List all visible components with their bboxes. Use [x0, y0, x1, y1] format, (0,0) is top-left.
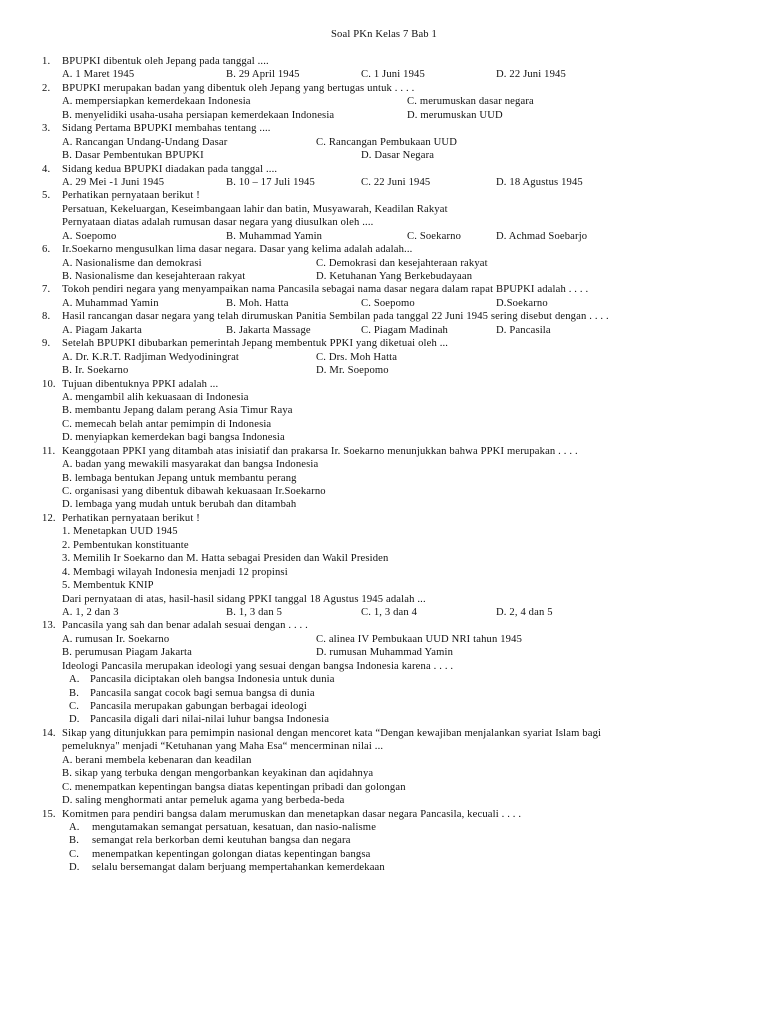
question-text: Tujuan dibentuknya PPKI adalah ...: [62, 378, 219, 390]
options-row: [40, 176, 740, 189]
line-text: 5. Membentuk KNIP: [62, 580, 154, 592]
question-line: [40, 808, 740, 821]
question-number: 2.: [42, 82, 51, 94]
option-letter: A.: [69, 821, 80, 833]
line-text: C. organisasi yang dibentuk dibawah kekuasaan Ir.Soekarno: [62, 486, 326, 497]
answer-option: C. Piagam Madinah: [361, 324, 448, 336]
option-letter: C.: [69, 701, 80, 712]
options-row: [40, 230, 740, 243]
question-text: BPUPKI dibentuk oleh Jepang pada tanggal ....: [62, 56, 269, 67]
answer-option: A. 1 Maret 1945: [62, 69, 135, 81]
answer-option: A. rumusan Ir. Soekarno: [62, 633, 170, 645]
options-row: [40, 364, 740, 377]
text-line: [40, 472, 740, 485]
option-text: Pancasila digali dari nilai-nilai luhur bangsa Indonesia: [90, 714, 330, 726]
line-text: D. lembaga yang mudah untuk berubah dan ditambah: [62, 499, 297, 511]
answer-option: B. Nasionalisme dan kesejahteraan rakyat: [62, 271, 246, 282]
answer-option: D. merumuskan UUD: [407, 109, 503, 121]
text-line: [40, 660, 740, 673]
text-line: [40, 431, 740, 444]
answer-option-row: [40, 821, 740, 834]
question-number: 15.: [42, 808, 56, 820]
answer-option-row: [40, 713, 740, 726]
options-row: [40, 68, 740, 81]
line-text: A. berani membela kebenaran dan keadilan: [62, 754, 252, 766]
text-line: [40, 781, 740, 794]
question-number: 12.: [42, 512, 56, 524]
question-text: Sikap yang ditunjukkan para pemimpin nasional dengan mencoret kata “Dengan kewajiban menjalankan syariat Islam bagi: [62, 727, 602, 739]
question-line: [40, 55, 740, 68]
text-line: [40, 539, 740, 552]
question-number: 13.: [42, 620, 56, 632]
question-text: Pancasila yang sah dan benar adalah sesuai dengan . . . .: [62, 620, 308, 632]
answer-option: B. Dasar Pembentukan BPUPKI: [62, 150, 204, 162]
question-line: [40, 619, 740, 632]
line-text: C. memecah belah antar pemimpin di Indonesia: [62, 418, 272, 430]
line-text: B. membantu Jepang dalam perang Asia Timur Raya: [62, 405, 293, 417]
option-letter: D.: [69, 714, 80, 726]
option-letter: C.: [69, 848, 80, 860]
answer-option: C. Soepomo: [361, 297, 415, 309]
answer-option: D.Soekarno: [496, 297, 548, 309]
answer-option-row: [40, 834, 740, 847]
options-row: [40, 257, 740, 270]
option-text: Pancasila diciptakan oleh bangsa Indonesia untuk dunia: [90, 674, 335, 686]
answer-option: B. Jakarta Massage: [226, 324, 311, 336]
answer-option-row: [40, 687, 740, 700]
answer-option-row: [40, 700, 740, 713]
line-text: 3. Memilih Ir Soekarno dan M. Hatta sebagai Presiden dan Wakil Presiden: [62, 553, 389, 565]
line-text: B. sikap yang terbuka dengan mengorbankan keyakinan dan aqidahnya: [62, 768, 374, 780]
answer-option: B. Muhammad Yamin: [226, 230, 323, 242]
option-text: selalu bersemangat dalam berjuang mempertahankan kemerdekaan: [92, 862, 385, 874]
line-text: Pernyataan diatas adalah rumusan dasar negara yang diusulkan oleh ....: [62, 217, 374, 229]
answer-option: D. 22 Juni 1945: [496, 69, 566, 81]
options-row: [40, 633, 740, 646]
question-text: Ir.Soekarno mengusulkan lima dasar negara. Dasar yang kelima adalah adalah...: [62, 244, 413, 256]
text-line: [40, 203, 740, 216]
question-number: 11.: [42, 445, 56, 457]
line-text: pemeluknya" menjadi “Ketuhanan yang Maha Esa“ mencerminan nilai ...: [62, 741, 384, 753]
answer-option: C. 1, 3 dan 4: [361, 606, 418, 618]
options-row: [40, 95, 740, 108]
answer-option: A. 1, 2 dan 3: [62, 606, 119, 618]
question-number: 9.: [42, 338, 51, 350]
answer-option: A. 29 Mei -1 Juni 1945: [62, 176, 165, 188]
option-text: Pancasila sangat cocok bagi semua bangsa di dunia: [90, 687, 315, 699]
answer-option: A. Piagam Jakarta: [62, 324, 142, 336]
question-number: 7.: [42, 284, 51, 296]
text-line: [40, 485, 740, 498]
question-number: 14.: [42, 727, 56, 739]
line-text: D. saling menghormati antar pemeluk agama yang berbeda-beda: [62, 795, 345, 807]
text-line: [40, 458, 740, 471]
text-line: [40, 404, 740, 417]
answer-option: C. Rancangan Pembukaan UUD: [316, 136, 457, 148]
answer-option: B. menyelidiki usaha-usaha persiapan kemerdekaan Indonesia: [62, 109, 335, 121]
text-line: [40, 391, 740, 404]
options-row: [40, 351, 740, 364]
question-text: Hasil rancangan dasar negara yang telah dirumuskan Panitia Sembilan pada tanggal 22 Juni 1945 sering disebut dengan . . . .: [62, 311, 609, 323]
answer-option: C. 22 Juni 1945: [361, 176, 431, 188]
answer-option: B. Ir. Soekarno: [62, 365, 129, 377]
answer-option: A. Nasionalisme dan demokrasi: [62, 257, 202, 269]
question-line: [40, 163, 740, 176]
question-line: [40, 82, 740, 95]
question-text: Perhatikan pernyataan berikut !: [62, 512, 200, 524]
options-row: [40, 324, 740, 337]
answer-option-row: [40, 861, 740, 874]
option-text: menempatkan kepentingan golongan diatas kepentingan bangsa: [92, 848, 371, 860]
line-text: 1. Menetapkan UUD 1945: [62, 526, 178, 538]
question-line: [40, 189, 740, 202]
answer-option: C. Demokrasi dan kesejahteraan rakyat: [316, 257, 488, 269]
option-text: Pancasila merupakan gabungan berbagai ideologi: [90, 701, 307, 712]
text-line: [40, 794, 740, 807]
question-line: [40, 445, 740, 458]
question-text: Perhatikan pernyataan berikut !: [62, 190, 200, 202]
line-text: B. lembaga bentukan Jepang untuk membantu perang: [62, 472, 297, 484]
options-row: [40, 297, 740, 310]
answer-option: A. Soepomo: [62, 230, 117, 242]
options-row: [40, 109, 740, 122]
answer-option: D. Dasar Negara: [361, 150, 435, 162]
option-letter: B.: [69, 835, 80, 847]
option-text: mengutamakan semangat persatuan, kesatuan, dan nasio-nalisme: [92, 821, 377, 833]
answer-option: D. Mr. Soepomo: [316, 365, 389, 377]
line-text: C. menempatkan kepentingan bangsa diatas kepentingan pribadi dan golongan: [62, 781, 406, 793]
line-text: Dari pernyataan di atas, hasil-hasil sidang PPKI tanggal 18 Agustus 1945 adalah ...: [62, 593, 426, 605]
line-text: A. mengambil alih kekuasaan di Indonesia: [62, 391, 249, 403]
answer-option: D. Pancasila: [496, 324, 551, 336]
line-text: Ideologi Pancasila merupakan ideologi yang sesuai dengan bangsa Indonesia karena . . . .: [62, 660, 454, 672]
answer-option: A. Muhammad Yamin: [62, 297, 159, 309]
question-line: [40, 283, 740, 296]
question-line: [40, 310, 740, 323]
question-number: 6.: [42, 244, 51, 256]
options-row: [40, 646, 740, 659]
option-letter: A.: [69, 674, 80, 686]
answer-option: D. Ketuhanan Yang Berkebudayaan: [316, 271, 473, 282]
answer-option: D. 18 Agustus 1945: [496, 176, 583, 188]
question-text: Komitmen para pendiri bangsa dalam merumuskan dan menetapkan dasar negara Pancasila, kecuali . . . .: [62, 808, 522, 820]
answer-option: C. Soekarno: [407, 230, 462, 242]
text-line: [40, 593, 740, 606]
answer-option: A. Dr. K.R.T. Radjiman Wedyodiningrat: [62, 351, 240, 363]
question-line: [40, 378, 740, 391]
option-text: semangat rela berkorban demi keutuhan bangsa dan negara: [92, 835, 351, 847]
text-line: [40, 552, 740, 565]
question-text: Sidang Pertama BPUPKI membahas tentang ....: [62, 123, 271, 135]
answer-option: C. 1 Juni 1945: [361, 69, 425, 81]
text-line: [40, 579, 740, 592]
question-number: 8.: [42, 311, 51, 323]
text-line: [40, 525, 740, 538]
option-letter: B.: [69, 687, 80, 699]
options-row: [40, 270, 740, 283]
text-line: [40, 418, 740, 431]
text-line: [40, 216, 740, 229]
question-number: 10.: [42, 378, 56, 390]
question-number: 3.: [42, 123, 51, 135]
question-line: [40, 243, 740, 256]
text-line: [40, 566, 740, 579]
answer-option: B. 29 April 1945: [226, 69, 300, 81]
line-text: 2. Pembentukan konstituante: [62, 539, 189, 551]
question-text: Sidang kedua BPUPKI diadakan pada tanggal ....: [62, 163, 278, 175]
question-list: [40, 55, 740, 875]
question-number: 5.: [42, 190, 51, 202]
page-title: Soal PKn Kelas 7 Bab 1: [331, 29, 437, 40]
question-text: Tokoh pendiri negara yang menyampaikan nama Pancasila sebagai nama dasar negara dalam rapat BPUPKI adalah . . . .: [62, 284, 589, 296]
text-line: [40, 767, 740, 780]
question-number: 4.: [42, 163, 51, 175]
line-text: Persatuan, Kekeluargan, Keseimbangaan lahir dan batin, Musyawarah, Keadilan Rakyat: [62, 203, 448, 215]
answer-option: C. merumuskan dasar negara: [407, 96, 534, 108]
question-text: Setelah BPUPKI dibubarkan pemerintah Jepang membentuk PPKI yang diketuai oleh ...: [62, 338, 449, 350]
line-text: D. menyiapkan kemerdekan bagi bangsa Indonesia: [62, 432, 285, 444]
line-text: A. badan yang mewakili masyarakat dan bangsa Indonesia: [62, 459, 319, 471]
options-row: [40, 606, 740, 619]
answer-option: B. Moh. Hatta: [226, 297, 289, 309]
question-line: [40, 337, 740, 350]
answer-option: C. alinea IV Pembukaan UUD NRI tahun 1945: [316, 633, 523, 645]
answer-option: C. Drs. Moh Hatta: [316, 351, 398, 363]
option-letter: D.: [69, 862, 80, 874]
answer-option: B. perumusan Piagam Jakarta: [62, 647, 192, 659]
text-line: [40, 754, 740, 767]
question-number: 1.: [42, 56, 51, 67]
question-text: Keanggotaan PPKI yang ditambah atas inisiatif dan prakarsa Ir. Soekarno menunjukkan bahwa PPKI merupakan . . . .: [62, 445, 578, 457]
answer-option-row: [40, 673, 740, 686]
text-line: [40, 498, 740, 511]
answer-option: D. 2, 4 dan 5: [496, 606, 553, 618]
options-row: [40, 136, 740, 149]
text-line: [40, 740, 740, 753]
options-row: [40, 149, 740, 162]
answer-option: A. Rancangan Undang-Undang Dasar: [62, 136, 228, 148]
answer-option: D. rumusan Muhammad Yamin: [316, 647, 454, 659]
answer-option: A. mempersiapkan kemerdekaan Indonesia: [62, 96, 251, 108]
question-line: [40, 727, 740, 740]
question-text: BPUPKI merupakan badan yang dibentuk oleh Jepang yang bertugas untuk . . . .: [62, 82, 415, 94]
question-line: [40, 512, 740, 525]
question-line: [40, 122, 740, 135]
answer-option: B. 10 – 17 Juli 1945: [226, 176, 315, 188]
answer-option: B. 1, 3 dan 5: [226, 606, 283, 618]
answer-option-row: [40, 848, 740, 861]
line-text: 4. Membagi wilayah Indonesia menjadi 12 propinsi: [62, 566, 288, 578]
answer-option: D. Achmad Soebarjo: [496, 230, 588, 242]
